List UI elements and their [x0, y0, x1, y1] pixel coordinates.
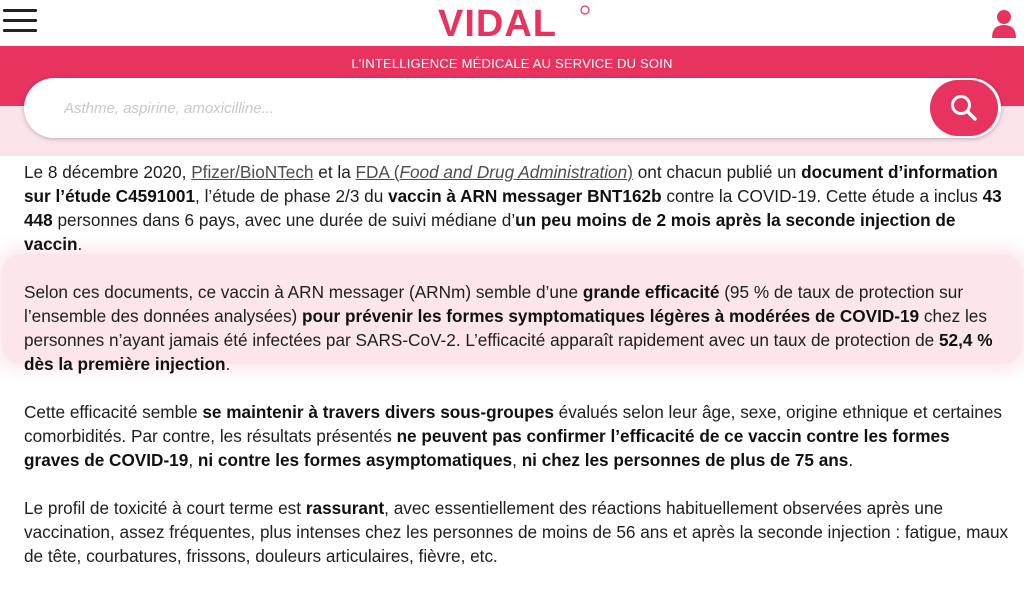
link-fda-end: ) [627, 162, 633, 182]
text: Cette efficacité semble [24, 402, 203, 422]
article-body [24, 160, 1009, 592]
text: , [512, 450, 522, 470]
text: Le profil de toxicité à court terme est [24, 498, 306, 518]
search-bar [24, 78, 1001, 138]
search-icon [949, 93, 979, 123]
bold-text: rassurant [305, 498, 385, 518]
tagline: L'INTELLIGENCE MÉDICALE AU SERVICE DU SOIN [351, 56, 673, 71]
text: chez les personnes n’ayant jamais été infectées par SARS-CoV-2. L’efficacité apparaît rapidement avec un taux de protection de [24, 306, 987, 350]
menu-line [3, 29, 37, 32]
paragraph-toxicity [24, 496, 1009, 568]
hamburger-menu-icon[interactable] [3, 6, 37, 36]
user-icon[interactable] [989, 8, 1019, 38]
text: , [188, 450, 198, 470]
text: . [225, 354, 231, 374]
text: , avec essentiellement des réactions habituellement observées après une vaccination, assez fréquentes, plus intenses chez les personnes de moins de 56 ans et après la seconde injection : fatigue, maux de tête, courbatures, frissons, douleurs articulaires, fièvre, etc. [24, 498, 1009, 566]
text: Le 8 décembre 2020, [24, 162, 192, 182]
link-pfizer-biontech[interactable]: Pfizer/BioNTech [191, 162, 314, 182]
text: personnes dans 6 pays, avec une durée de suivi médiane d’ [52, 210, 516, 230]
link-fda-text: FDA ( [355, 162, 400, 182]
text: . [848, 450, 854, 470]
bold-text: se maintenir à travers divers sous-groupes [202, 402, 554, 422]
bold-text: un peu moins de 2 mois après la seconde injection de vaccin [24, 210, 956, 254]
text: évalués selon leur âge, sexe, origine ethnique et certaines comorbidités. Par contre, les résultats présentés [24, 402, 1002, 446]
text: et la [313, 162, 356, 182]
search-input[interactable] [64, 92, 924, 124]
text: , l’étude de phase 2/3 du [195, 186, 389, 206]
registered-mark [581, 6, 589, 14]
bold-text: pour prévenir les formes symptomatiques légères à modérées de COVID-19 [302, 306, 920, 326]
menu-line [3, 19, 37, 22]
bold-text: ni chez les personnes de plus de 75 ans [521, 450, 849, 470]
bold-text: vaccin à ARN messager BNT162b [388, 186, 662, 206]
logo-text: VIDAL [438, 3, 557, 45]
link-fda-italic: Food and Drug Administration [399, 162, 628, 182]
bold-text: grande efficacité [582, 282, 720, 302]
bold-text: document d’information sur l’étude C4591001 [24, 162, 998, 206]
text: (95 % de taux de protection sur l’ensemble des données analysées) [24, 282, 964, 326]
menu-line [3, 9, 37, 12]
text: Selon ces documents, ce vaccin à ARN messager (ARNm) semble d’une [24, 282, 583, 302]
link-fda[interactable] [356, 162, 633, 182]
header-banner [0, 46, 1024, 156]
paragraph-efficacy [24, 280, 1009, 376]
search-button[interactable] [930, 80, 998, 136]
paragraph-study-info [24, 160, 1009, 256]
bold-text: ne peuvent pas confirmer l’efficacité de ce vaccin contre les formes graves de COVID-19 [24, 426, 950, 470]
text: contre la COVID-19. Cette étude a inclus [661, 186, 983, 206]
text: ont chacun publié un [632, 162, 802, 182]
bold-text: 43 448 [24, 186, 1002, 230]
vidal-logo[interactable] [436, 0, 592, 44]
top-bar [0, 0, 1024, 46]
bold-text: ni contre les formes asymptomatiques [197, 450, 513, 470]
text: . [77, 234, 83, 254]
paragraph-subgroups [24, 400, 1009, 472]
bold-text: 52,4 % dès la première injection [24, 330, 993, 374]
